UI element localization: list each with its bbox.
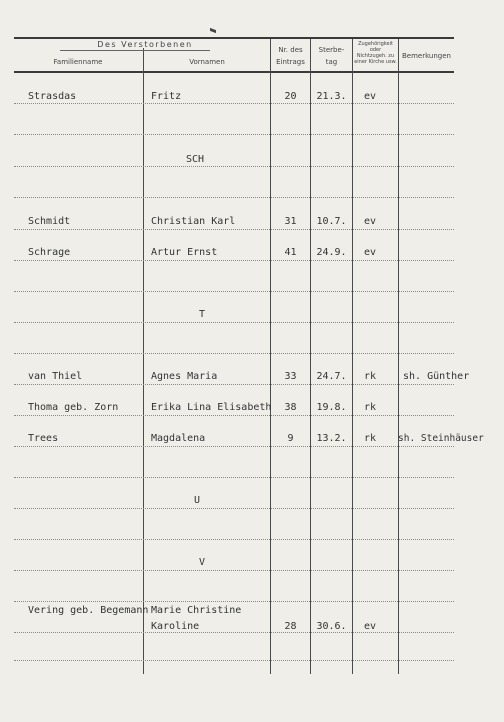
death-date-cell: 10.7. (316, 216, 347, 227)
church-cell: rk (364, 433, 377, 444)
first-names-cell: Marie Christine (151, 605, 242, 616)
header-affiliation-3: Nichtzugeh. zu (356, 53, 395, 59)
church-cell: rk (364, 402, 377, 413)
header-group-label: Des Verstorbenen (97, 40, 193, 49)
row-line (14, 103, 454, 104)
church-cell: ev (364, 91, 377, 102)
family-name-cell: Trees (28, 433, 59, 444)
row-line (14, 632, 454, 633)
header-entry-nr-1: Nr. des (278, 46, 303, 54)
death-date-cell: 19.8. (316, 402, 347, 413)
first-names-cell: Christian Karl (151, 216, 236, 227)
section-letter-t: T (199, 309, 206, 320)
entry-nr-cell: 20 (284, 91, 297, 102)
header-top-rule (14, 37, 454, 39)
section-letter-u: U (194, 495, 201, 506)
death-date-cell: 24.7. (316, 371, 347, 382)
row-line (14, 166, 454, 167)
row-line (14, 229, 454, 230)
header-affiliation-1: Zugehörigkeit (358, 41, 393, 47)
punch-mark (210, 28, 216, 33)
row-line (14, 660, 454, 661)
family-name-cell: Strasdas (28, 91, 77, 102)
first-names-cell: Magdalena (151, 433, 206, 444)
death-date-cell: 21.3. (316, 91, 347, 102)
row-line (14, 197, 454, 198)
death-date-cell: 30.6. (316, 621, 347, 632)
header-remarks: Bemerkungen (401, 52, 451, 60)
death-date-cell: 13.2. (316, 433, 347, 444)
row-line (14, 508, 454, 509)
first-names-cell: Fritz (151, 91, 182, 102)
row-line (14, 291, 454, 292)
row-line (14, 539, 454, 540)
family-name-cell: van Thiel (28, 371, 83, 382)
church-cell: ev (364, 247, 377, 258)
row-line (14, 446, 454, 447)
entry-nr-cell: 28 (284, 621, 297, 632)
col-divider-family (143, 48, 144, 674)
family-name-cell: Vering geb. Begemann (28, 605, 149, 616)
entry-nr-cell: 33 (284, 371, 297, 382)
first-names-cell-line2: Karoline (151, 621, 200, 632)
death-date-cell: 24.9. (316, 247, 347, 258)
church-cell: ev (364, 216, 377, 227)
header-affiliation-4: einer Kirche usw. (354, 59, 397, 65)
first-names-cell: Erika Lina Elisabeth (151, 402, 272, 413)
church-cell: rk (364, 371, 377, 382)
row-line (14, 384, 454, 385)
remarks-cell: sh. Steinhäuser (398, 433, 484, 444)
row-line (14, 353, 454, 354)
entry-nr-cell: 38 (284, 402, 297, 413)
church-cell: ev (364, 621, 377, 632)
row-line (14, 477, 454, 478)
header-death-day-1: Sterbe- (318, 46, 345, 54)
row-line (14, 322, 454, 323)
header-group-underline (60, 50, 210, 51)
family-name-cell: Thoma geb. Zorn (28, 402, 119, 413)
header-bottom-rule-2 (14, 72, 454, 73)
header-family-name: Familienname (53, 58, 103, 66)
entry-nr-cell: 31 (284, 216, 297, 227)
family-name-cell: Schmidt (28, 216, 71, 227)
first-names-cell: Artur Ernst (151, 247, 218, 258)
family-name-cell: Schrage (28, 247, 71, 258)
header-affiliation-2: oder (369, 47, 382, 53)
row-line (14, 601, 454, 602)
row-line (14, 570, 454, 571)
section-letter-v: V (199, 557, 206, 568)
entry-nr-cell: 41 (284, 247, 297, 258)
first-names-cell: Agnes Maria (151, 371, 218, 382)
entry-nr-cell: 9 (287, 433, 294, 444)
header-first-names: Vornamen (189, 58, 225, 66)
header-entry-nr-2: Eintrags (276, 58, 305, 66)
row-line (14, 415, 454, 416)
row-line (14, 134, 454, 135)
remarks-cell: sh. Günther (403, 371, 470, 382)
row-line (14, 260, 454, 261)
header-death-day-2: tag (325, 58, 338, 66)
section-letter-sch: SCH (186, 154, 205, 165)
